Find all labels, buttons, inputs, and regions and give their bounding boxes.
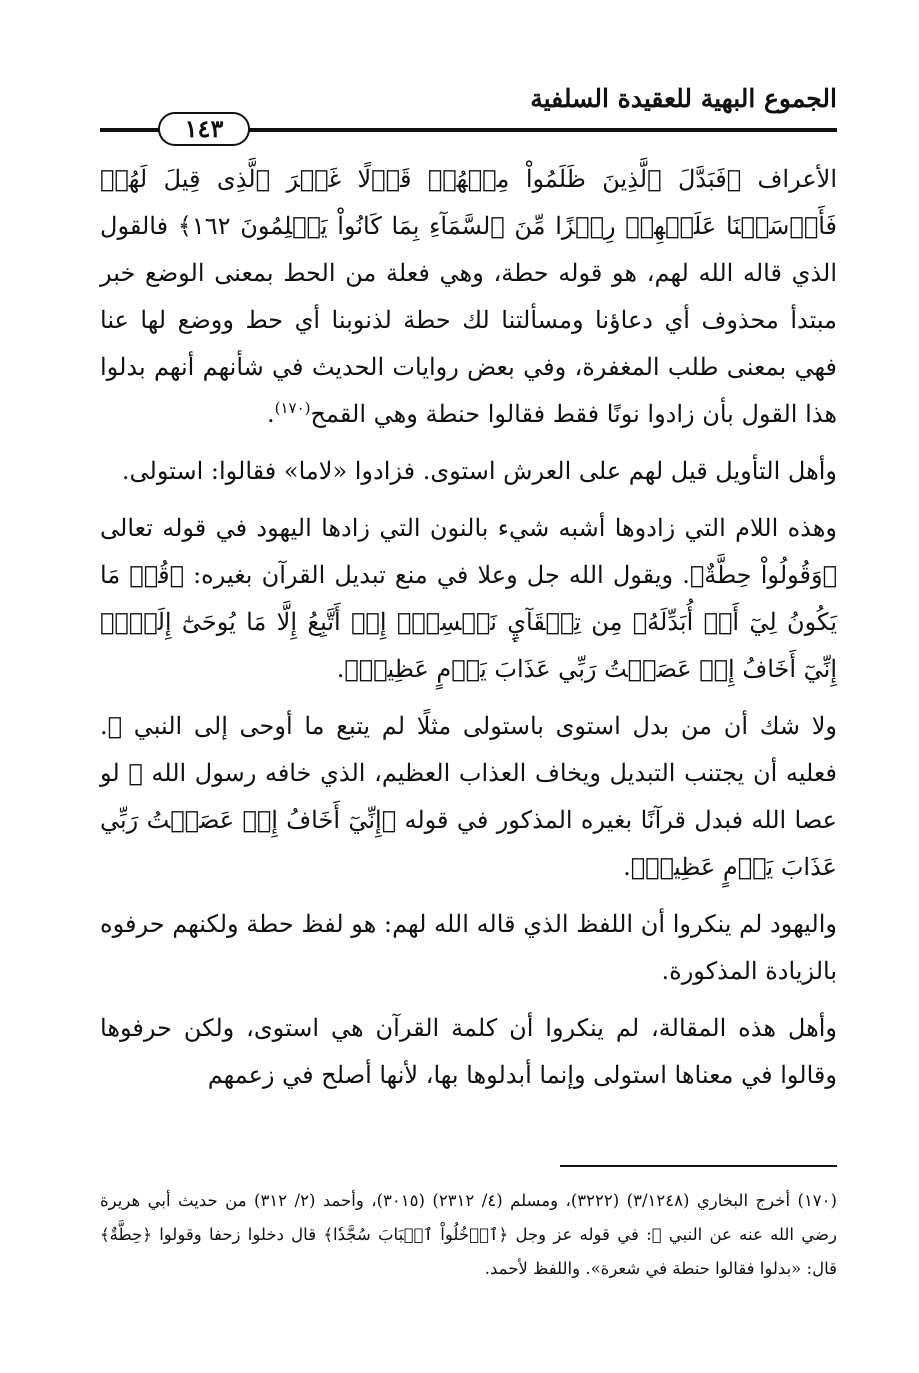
paragraph: وأهل التأويل قيل لهم على العرش استوى. فزادوا «لاما» فقالوا: استولى. <box>121 457 837 485</box>
running-title: الجموع البهية للعقيدة السلفية <box>530 84 837 113</box>
paragraph-end: . <box>266 400 275 428</box>
paragraph: وهذه اللام التي زادوها أشبه شيء بالنون التي زادها اليهود في قوله تعالى ﴿وَقُولُواْ حِطَّةٌ﴾. ويقول الله جل وعلا في منع تبديل القرآن بغيره: ﴿قُلۡ مَا يَكُونُ لِيٓ أَنۡ أُبَدِّلَهُۥ مِن تِلۡقَآيِٕ نَفۡسِيٓۖ إِنۡ أَتَّبِعُ إِلَّا مَا يُوحَىٰٓ إِلَيَّۖ إِنِّيٓ أَخَافُ إِنۡ عَصَيۡتُ رَبِّي عَذَابَ يَوۡمٍ عَظِيمٖ﴾. <box>100 514 837 683</box>
paragraph-text: الأعراف ﴿فَبَدَّلَ ٱلَّذِينَ ظَلَمُواْ مِنۡهُمۡ قَوۡلًا غَيۡرَ ٱلَّذِى قِيلَ لَهُمۡ فَأَرۡسَلۡنَا عَلَيۡهِمۡ رِجۡزًا مِّنَ ٱلسَّمَآءِ بِمَا كَانُواْ يَظۡلِمُونَ ١٦٢﴾ فالقول الذي قاله الله لهم، هو قوله حطة، وهي فعلة من الحط بمعنى الوضع خبر مبتدأ محذوف أي دعاؤنا ومسألتنا لك حطة لذنوبنا أي حط ووضع لها عنا فهي بمعنى طلب المغفرة، وفي بعض روايات الحديث في شأنهم أنهم بدلوا هذا القول بأن زادوا نونًا فقط فقالوا حنطة وهي القمح <box>100 165 838 428</box>
page-number: ١٤٣ <box>158 112 250 146</box>
footnote-reference: (١٧٠) <box>274 399 311 417</box>
page-header <box>100 84 837 146</box>
main-text <box>100 156 837 1109</box>
paragraph <box>100 156 837 438</box>
paragraph: وأهل هذه المقالة، لم ينكروا أن كلمة القرآن هي استوى، ولكن حرفوها وقالوا في معناها استولى وإنما أبدلوها بها، لأنها أصلح في زعمهم <box>100 1014 837 1089</box>
paragraph: ولا شك أن من بدل استوى باستولى مثلًا لم يتبع ما أوحى إلى النبي ﷺ. فعليه أن يجتنب التبديل ويخاف العذاب العظيم، الذي خافه رسول الله ﷺ لو عصا الله فبدل قرآنًا بغيره المذكور في قوله ﴿إِنِّيٓ أَخَافُ إِنۡ عَصَيۡتُ رَبِّي عَذَابَ يَوۡمٍ عَظِيمٖ﴾. <box>100 712 837 881</box>
footnote-text: (١٧٠) أخرج البخاري (٣/١٢٤٨) (٣٢٢٢)، ومسلم (٤/ ٢٣١٢) (٣٠١٥)، وأحمد (٢/ ٣١٢) من حديث أبي هريرة رضي الله عنه عن النبي ﷺ: في قوله عز وجل ﴿ٱدۡخُلُواْ ٱلۡبَابَ سُجَّدٗا﴾ قال دخلوا زحفا وقولوا ﴿حِطَّةٌ﴾ قال: «بدلوا فقالوا حنطة في شعرة». واللفظ لأحمد. <box>100 1191 837 1278</box>
footnote-rule <box>560 1165 837 1167</box>
paragraph: واليهود لم ينكروا أن اللفظ الذي قاله الله لهم: هو لفظ حطة ولكنهم حرفوه بالزيادة المذكورة. <box>100 910 837 985</box>
footnote <box>100 1184 837 1286</box>
